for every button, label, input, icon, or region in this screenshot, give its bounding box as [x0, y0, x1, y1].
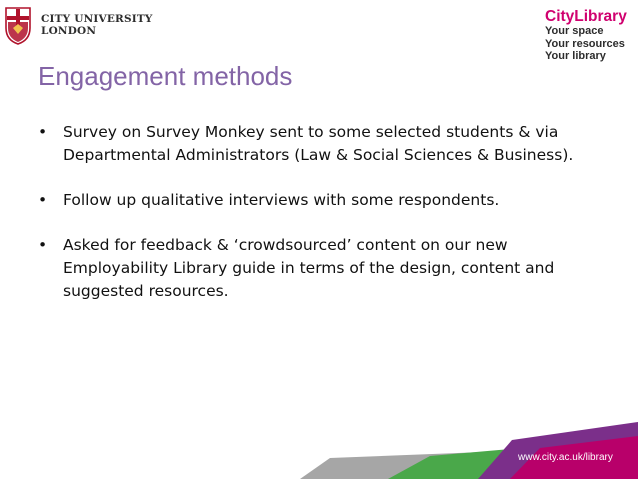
bullet-text: Survey on Survey Monkey sent to some selected students & via Departmental Administrators (Law & Social Sciences & Business).	[63, 123, 574, 164]
bullet-glyph: •	[38, 123, 48, 141]
brand-tagline-2: Your resources	[545, 37, 625, 50]
slide-title: Engagement methods	[38, 61, 293, 91]
brand-tagline-1: Your space	[545, 25, 604, 37]
footer-url[interactable]: www.city.ac.uk/library	[518, 452, 613, 463]
bullet-text: Follow up qualitative interviews with some respondents.	[63, 191, 500, 209]
brand-title: CityLibrary	[545, 8, 627, 25]
brand-tagline-3: Your library	[545, 50, 606, 62]
bullet-glyph: •	[38, 236, 48, 254]
bullet-text: Asked for feedback & ‘crowdsourced’ content on our new Employability Library guide in terms of the design, content and suggested resources.	[63, 236, 555, 300]
bullet-glyph: •	[38, 191, 48, 209]
logo-line-1: CITY UNIVERSITY	[41, 13, 153, 25]
logo-line-2: LONDON	[41, 25, 97, 37]
